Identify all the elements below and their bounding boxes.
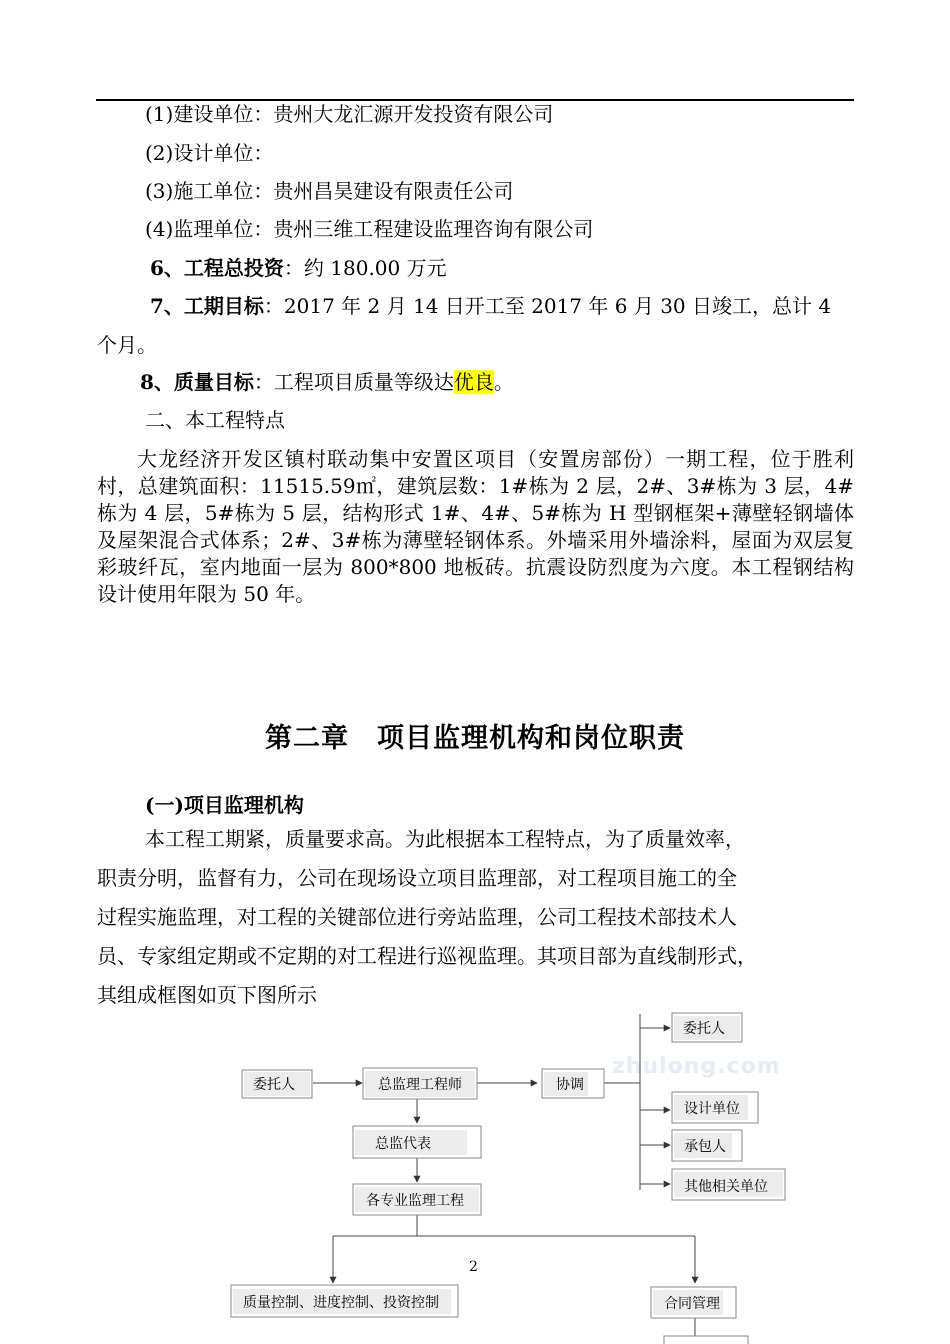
svg-text:委托人: 委托人 — [683, 1021, 725, 1037]
schedule-value: ：2017 年 2 月 14 日开工至 2017 年 6 月 30 日竣工，总计 4 — [263, 294, 832, 318]
box-control — [231, 1285, 458, 1317]
box-cut-off — [664, 1336, 748, 1344]
box-design-unit — [672, 1092, 758, 1123]
section-line-5: 其组成框图如页下图所示 — [97, 983, 317, 1007]
quality-label: 8、质量目标 — [140, 370, 254, 394]
investment-label: 6、工程总投资 — [150, 256, 284, 280]
schedule-line-2: 个月。 — [97, 333, 157, 357]
section-heading: (一)项目监理机构 — [145, 793, 304, 817]
box-client-right — [672, 1013, 742, 1042]
box-coordinate — [542, 1069, 604, 1098]
builder-unit: (3)施工单位：贵州昌昊建设有限责任公司 — [145, 179, 514, 203]
chapter-number: 第二章 — [265, 723, 349, 754]
box-contract — [651, 1287, 736, 1318]
investment-value: ：约 180.00 万元 — [283, 256, 447, 280]
section-line-2: 职责分明，监督有力，公司在现场设立项目监理部，对工程项目施工的全 — [97, 866, 737, 890]
features-heading: 二、本工程特点 — [145, 408, 285, 432]
page-number: 2 — [469, 1259, 478, 1275]
supervisor-unit: (4)监理单位：贵州三维工程建设监理咨询有限公司 — [145, 217, 594, 241]
svg-text:协调: 协调 — [556, 1077, 584, 1093]
quality-highlight: 优良 — [453, 370, 494, 394]
svg-text:总监理工程师: 总监理工程师 — [378, 1077, 462, 1093]
svg-text:总监代表: 总监代表 — [375, 1136, 431, 1152]
svg-text:承包人: 承包人 — [684, 1139, 726, 1155]
box-others — [672, 1169, 785, 1200]
svg-text:委托人: 委托人 — [253, 1077, 295, 1093]
box-chief-rep — [353, 1126, 481, 1158]
svg-text:质量控制、进度控制、投资控制: 质量控制、进度控制、投资控制 — [243, 1295, 439, 1311]
watermark: zhulong.com — [612, 1054, 781, 1079]
svg-text:合同管理: 合同管理 — [664, 1296, 720, 1312]
chapter-name: 项目监理机构和岗位职责 — [377, 723, 685, 754]
section-line-4: 员、专家组定期或不定期的对工程进行巡视监理。其项目部为直线制形式， — [97, 944, 757, 968]
box-client — [242, 1070, 312, 1098]
svg-text:各专业监理工程: 各专业监理工程 — [366, 1193, 464, 1209]
section-line-3: 过程实施监理，对工程的关键部位进行旁站监理，公司工程技术部技术人 — [97, 905, 737, 929]
quality-value: ：工程项目质量等级达 — [253, 370, 454, 394]
svg-text:设计单位: 设计单位 — [684, 1101, 740, 1117]
box-contractor — [672, 1130, 742, 1161]
construction-unit: (1)建设单位：贵州大龙汇源开发投资有限公司 — [145, 102, 554, 126]
section-line-1: 本工程工期紧，质量要求高。为此根据本工程特点，为了质量效率， — [145, 827, 745, 851]
svg-text:其他相关单位: 其他相关单位 — [684, 1179, 768, 1195]
quality-end: 。 — [493, 370, 514, 394]
features-paragraph: 大龙经济开发区镇村联动集中安置区项目（安置房部份）一期工程，位于胜利村，总建筑面积：11515.59㎡，建筑层数：1#栋为 2 层，2#、3#栋为 3 层，4#栋为 4 层，5#栋为 5 层，结构形式 1#、4#、5#栋为 H 型钢框架+薄壁轻钢墙体及屋架混合式体系；2#、3#栋为薄壁轻钢体系。外墙采用外墙涂料，屋面为双层复彩玻纤瓦，室内地面一层为 800*800 地板砖。抗震设防烈度为六度。本工程钢结构设计使用年限为 50 年。 — [97, 447, 854, 606]
design-unit: (2)设计单位： — [145, 141, 274, 165]
box-chief-engineer — [363, 1068, 477, 1099]
schedule-label: 7、工期目标 — [150, 294, 264, 318]
box-specialty — [353, 1184, 481, 1215]
